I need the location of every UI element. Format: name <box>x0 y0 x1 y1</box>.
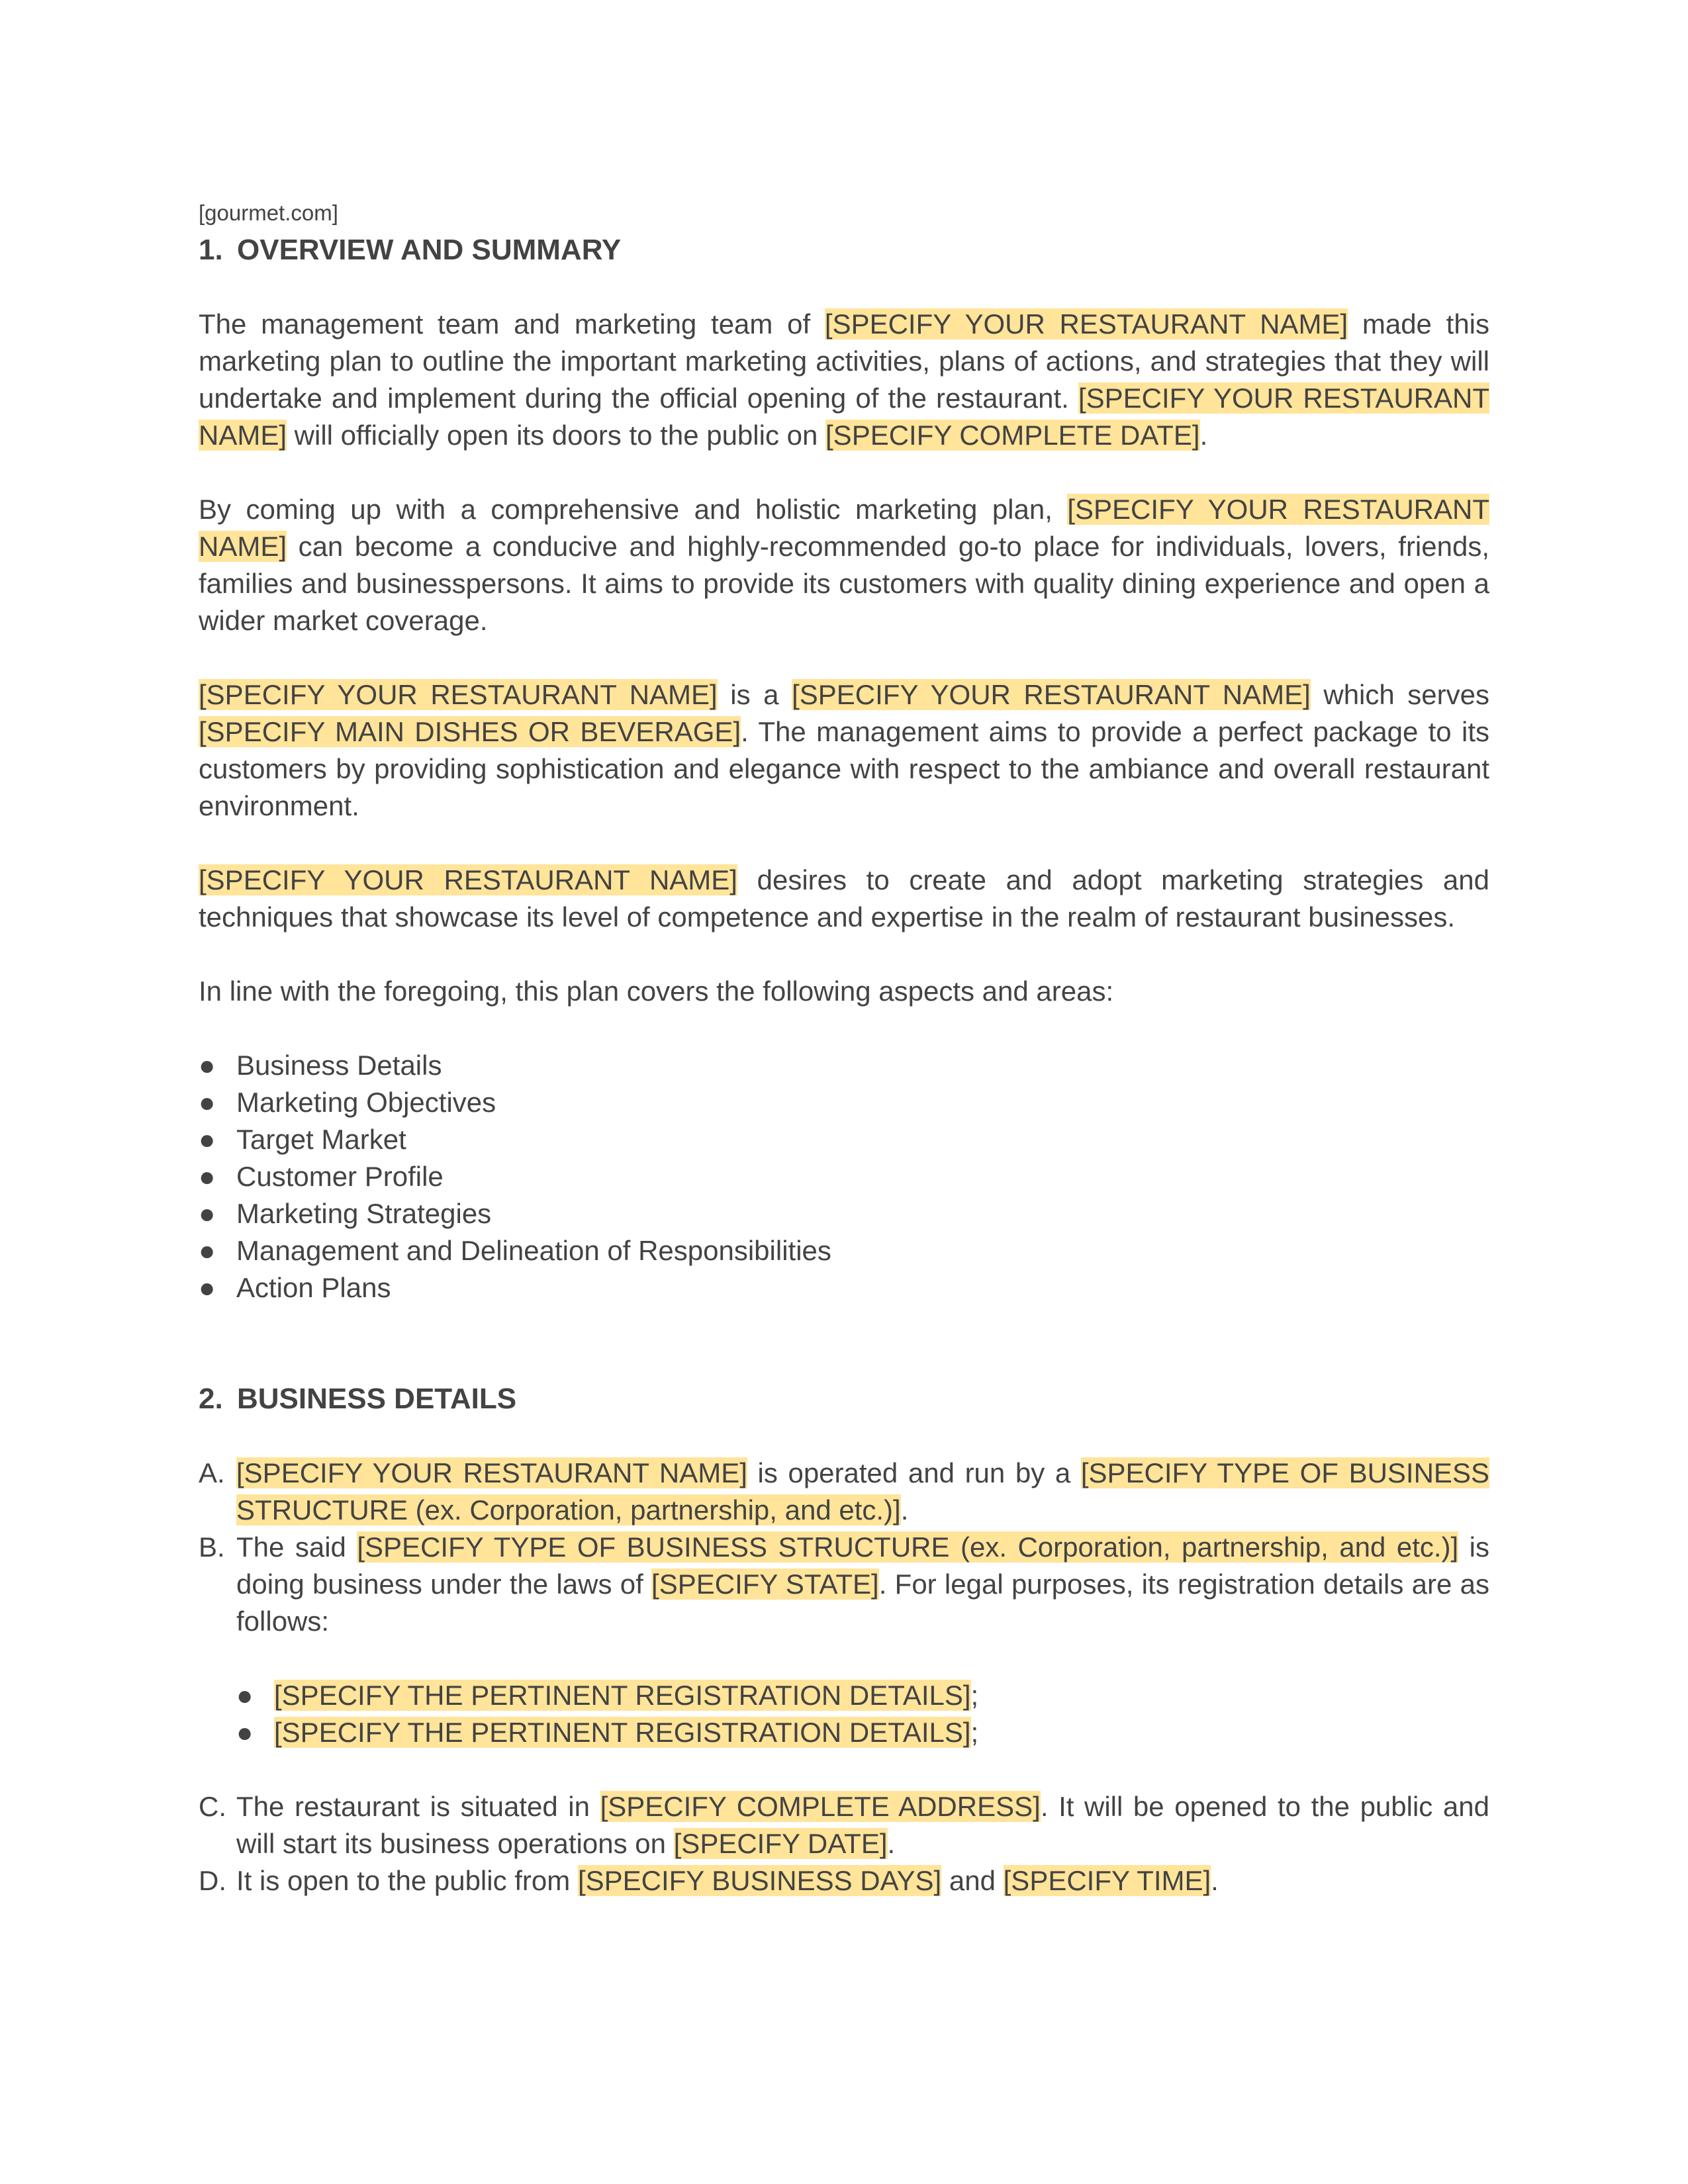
text-run: It is open to the public from <box>236 1865 578 1896</box>
list-item <box>199 1158 1489 1195</box>
text-run: . For legal purposes, its registration details are as follows: <box>236 1569 1489 1637</box>
list-item-label: Marketing Objectives <box>236 1087 496 1118</box>
placeholder-main-dishes: [SPECIFY MAIN DISHES OR BEVERAGE] <box>199 716 741 747</box>
bullet-icon: ● <box>199 1235 216 1266</box>
source-label: [gourmet.com] <box>199 201 338 225</box>
placeholder-registration-details: [SPECIFY THE PERTINENT REGISTRATION DETAILS] <box>274 1680 971 1711</box>
list-item <box>199 1084 1489 1121</box>
text-run: . <box>1199 420 1208 451</box>
bullet-icon: ● <box>199 1272 216 1303</box>
text-run: is a <box>717 679 792 710</box>
list-item-d <box>199 1862 1489 1899</box>
list-item <box>199 1269 1489 1306</box>
text-run: . It will be opened to the public and will start its business operations on <box>236 1791 1489 1859</box>
list-item-label: Action Plans <box>236 1272 391 1303</box>
placeholder-business-structure: [SPECIFY TYPE OF BUSINESS STRUCTURE (ex. Corporation, partnership, and etc.)] <box>236 1457 1489 1525</box>
list-marker: A. <box>199 1457 225 1488</box>
list-item-text <box>274 1714 978 1751</box>
list-item-text <box>236 1455 1489 1529</box>
bullet-icon: ● <box>199 1124 216 1155</box>
paragraph-3 <box>199 676 1489 825</box>
paragraph-2 <box>199 491 1489 639</box>
placeholder-registration-details: [SPECIFY THE PERTINENT REGISTRATION DETAILS] <box>274 1717 971 1748</box>
aspects-list <box>199 1047 1489 1306</box>
paragraph-1 <box>199 306 1489 454</box>
list-item <box>236 1714 1489 1751</box>
text-run: can become a conducive and highly-recommended go-to place for individuals, lovers, friends, families and businesspersons. It aims to provide its customers with quality dining experience and open a wider market coverage. <box>199 531 1489 636</box>
text-run: desires to create and adopt marketing strategies and techniques that showcase its level of competence and expertise in the realm of restaurant businesses. <box>199 864 1490 933</box>
text-run: The restaurant is situated in <box>236 1791 600 1822</box>
section-1-title: OVERVIEW AND SUMMARY <box>237 234 622 266</box>
text-run: will officially open its doors to the public on <box>287 420 826 451</box>
placeholder-restaurant-name: [SPECIFY YOUR RESTAURANT NAME] <box>199 679 718 710</box>
section-2-title: BUSINESS DETAILS <box>237 1383 517 1415</box>
text-run: . <box>1211 1865 1219 1896</box>
list-item-text <box>236 1862 1489 1899</box>
placeholder-restaurant-name: [SPECIFY YOUR RESTAURANT NAME] <box>236 1457 747 1488</box>
section-1-heading <box>199 232 1489 269</box>
list-item <box>199 1232 1489 1269</box>
list-item-text <box>236 1529 1489 1640</box>
list-item-text <box>236 1788 1489 1862</box>
list-marker: C. <box>199 1791 226 1822</box>
section-2-number: 2. <box>199 1383 223 1415</box>
list-item-label: Target Market <box>236 1124 406 1155</box>
paragraph-4 <box>199 862 1489 936</box>
text-run: ; <box>970 1680 979 1711</box>
list-item-label: Management and Delineation of Responsibilities <box>236 1235 831 1266</box>
text-run: The management team and marketing team of <box>199 308 825 340</box>
list-item-b <box>199 1529 1489 1640</box>
list-item-label: Business Details <box>236 1050 442 1081</box>
text-run: which serves <box>1310 679 1490 710</box>
list-item-a <box>199 1455 1489 1529</box>
list-item <box>236 1677 1489 1714</box>
document-page <box>199 199 1489 1899</box>
business-details-list <box>199 1455 1489 1640</box>
text-run: ; <box>970 1717 979 1748</box>
text-run: The said <box>236 1531 357 1563</box>
placeholder-complete-address: [SPECIFY COMPLETE ADDRESS] <box>600 1791 1041 1822</box>
text-run: . <box>887 1828 896 1859</box>
registration-list <box>199 1677 1489 1751</box>
placeholder-restaurant-name: [SPECIFY YOUR RESTAURANT NAME] <box>199 864 737 895</box>
list-item-label: Marketing Strategies <box>236 1198 492 1229</box>
list-item <box>199 1121 1489 1158</box>
placeholder-time: [SPECIFY TIME] <box>1003 1865 1211 1896</box>
list-item-c <box>199 1788 1489 1862</box>
text-run: By coming up with a comprehensive and holistic marketing plan, <box>199 494 1068 525</box>
placeholder-restaurant-name: [SPECIFY YOUR RESTAURANT NAME] <box>824 308 1348 340</box>
text-run: . The management aims to provide a perfect package to its customers by providing sophistication and elegance with respect to the ambiance and overall restaurant environment. <box>199 716 1490 821</box>
bullet-icon: ● <box>199 1161 216 1192</box>
list-marker: B. <box>199 1531 225 1563</box>
bullet-icon: ● <box>199 1198 216 1229</box>
bullet-icon: ● <box>236 1680 254 1711</box>
placeholder-complete-date: [SPECIFY COMPLETE DATE] <box>825 420 1200 451</box>
paragraph-5: In line with the foregoing, this plan covers the following aspects and areas: <box>199 976 1114 1007</box>
placeholder-business-structure: [SPECIFY TYPE OF BUSINESS STRUCTURE (ex. Corporation, partnership, and etc.)] <box>357 1531 1459 1563</box>
section-2-heading <box>199 1381 1489 1418</box>
placeholder-restaurant-name: [SPECIFY YOUR RESTAURANT NAME] <box>199 383 1489 451</box>
placeholder-business-days: [SPECIFY BUSINESS DAYS] <box>577 1865 942 1896</box>
bullet-icon: ● <box>199 1050 216 1081</box>
bullet-icon: ● <box>236 1717 254 1748</box>
text-run: is operated and run by a <box>747 1457 1081 1488</box>
list-item-label: Customer Profile <box>236 1161 444 1192</box>
list-item <box>199 1047 1489 1084</box>
placeholder-state: [SPECIFY STATE] <box>651 1569 879 1600</box>
text-run: is doing business under the laws of <box>236 1531 1490 1600</box>
text-run: and <box>941 1865 1004 1896</box>
bullet-icon: ● <box>199 1087 216 1118</box>
list-item-text <box>274 1677 978 1714</box>
list-marker: D. <box>199 1865 226 1896</box>
text-run: . <box>900 1494 909 1525</box>
business-details-list-continued <box>199 1788 1489 1899</box>
list-item <box>199 1195 1489 1232</box>
placeholder-date: [SPECIFY DATE] <box>673 1828 888 1859</box>
text-run: made this marketing plan to outline the important marketing activities, plans of actions, and strategies that they will undertake and implement during the official opening of the restaurant. <box>199 308 1490 414</box>
section-1-number: 1. <box>199 234 223 266</box>
placeholder-restaurant-name: [SPECIFY YOUR RESTAURANT NAME] <box>792 679 1311 710</box>
placeholder-restaurant-name: [SPECIFY YOUR RESTAURANT NAME] <box>199 494 1490 562</box>
